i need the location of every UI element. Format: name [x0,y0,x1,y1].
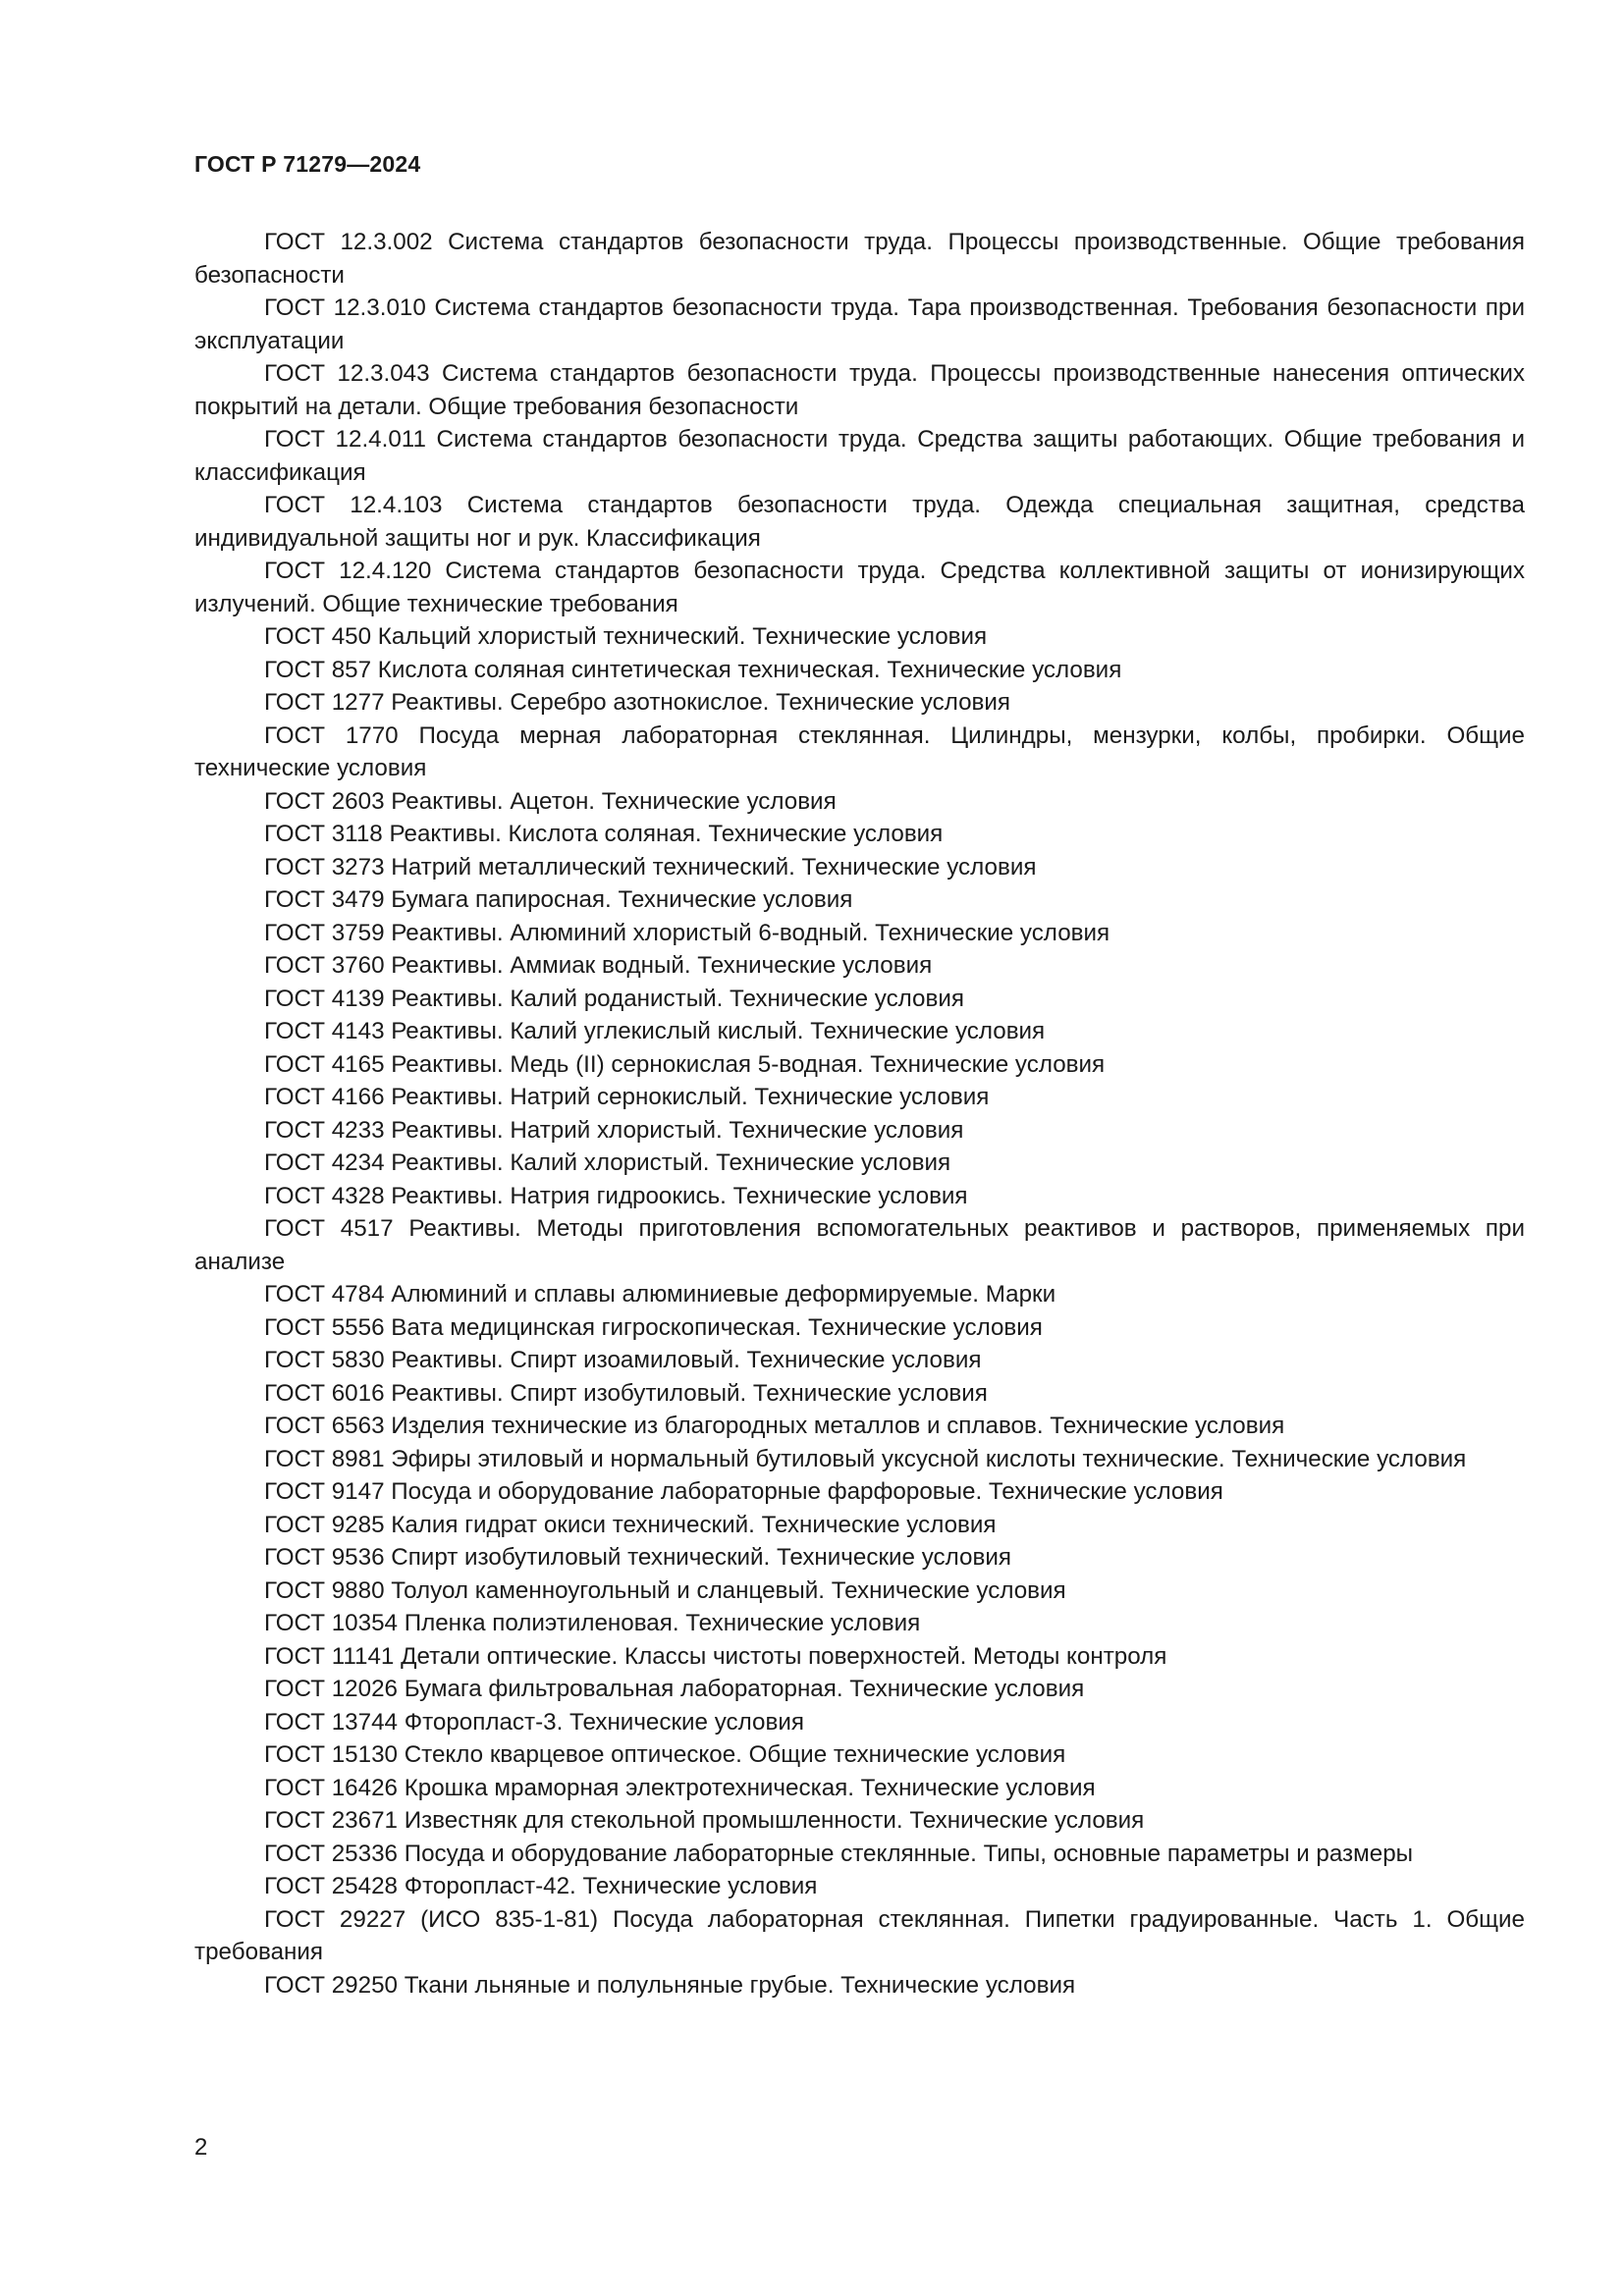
reference-item: ГОСТ 6563 Изделия технические из благородных металлов и сплавов. Технические условия [264,1413,1285,1439]
reference-item: ГОСТ 4166 Реактивы. Натрий сернокислый. Технические условия [264,1084,990,1110]
reference-item: ГОСТ 1277 Реактивы. Серебро азотнокислое. Технические условия [264,689,1011,716]
reference-item: ГОСТ 3760 Реактивы. Аммиак водный. Технические условия [264,952,933,979]
reference-item: ГОСТ 9880 Толуол каменноугольный и сланцевый. Технические условия [264,1576,1066,1604]
reference-item: ГОСТ 6016 Реактивы. Спирт изобутиловый. Технические условия [264,1379,988,1407]
reference-item: ГОСТ 4784 Алюминий и сплавы алюминиевые деформируемые. Марки [264,1281,1056,1308]
reference-item: ГОСТ 12.4.120 Система стандартов безопасности труда. Средства коллективной защиты от ионизирующих излучений. Общие технические требования [194,558,1525,617]
reference-item: ГОСТ 16426 Крошка мраморная электротехническая. Технические условия [264,1774,1096,1801]
reference-item: ГОСТ 23671 Известняк для стекольной промышленности. Технические условия [264,1807,1145,1834]
reference-item: ГОСТ 29227 (ИСО 835-1-81) Посуда лабораторная стеклянная. Пипетки градуированные. Часть 1. Общие требования [194,1905,1525,1965]
reference-item: ГОСТ 3273 Натрий металлический технический. Технические условия [264,853,1037,881]
reference-item: ГОСТ 13744 Фторопласт-3. Технические условия [264,1708,804,1735]
reference-item: ГОСТ 8981 Эфиры этиловый и нормальный бутиловый уксусной кислоты технические. Технические условия [264,1445,1467,1472]
reference-item: ГОСТ 450 Кальций хлористый технический. Технические условия [264,623,988,650]
reference-item: ГОСТ 12.3.043 Система стандартов безопасности труда. Процессы производственные нанесения оптических покрытий на детали. Общие требования безопасности [194,360,1525,420]
reference-item: ГОСТ 4165 Реактивы. Медь (II) сернокислая 5-водная. Технические условия [264,1050,1106,1078]
reference-item: ГОСТ 11141 Детали оптические. Классы чистоты поверхностей. Методы контроля [264,1642,1167,1670]
reference-item: ГОСТ 12026 Бумага фильтровальная лабораторная. Технические условия [264,1676,1085,1702]
reference-item: ГОСТ 12.4.103 Система стандартов безопасности труда. Одежда специальная защитная, средства индивидуальной защиты ног и рук. Классификация [194,492,1525,552]
reference-item: ГОСТ 25336 Посуда и оборудование лабораторные стеклянные. Типы, основные параметры и размеры [264,1840,1414,1867]
reference-item: ГОСТ 4233 Реактивы. Натрий хлористый. Технические условия [264,1116,964,1144]
reference-item: ГОСТ 15130 Стекло кварцевое оптическое. Общие технические условия [264,1741,1066,1768]
reference-item: ГОСТ 3759 Реактивы. Алюминий хлористый 6-водный. Технические условия [264,919,1110,946]
reference-item: ГОСТ 3118 Реактивы. Кислота соляная. Технические условия [264,821,944,847]
reference-item: ГОСТ 12.3.010 Система стандартов безопасности труда. Тара производственная. Требования безопасности при эксплуатации [194,294,1525,354]
reference-item: ГОСТ 4234 Реактивы. Калий хлористый. Технические условия [264,1149,951,1176]
reference-item: ГОСТ 4143 Реактивы. Калий углекислый кислый. Технические условия [264,1018,1046,1044]
reference-item: ГОСТ 5556 Вата медицинская гигроскопическая. Технические условия [264,1313,1043,1341]
reference-item: ГОСТ 4517 Реактивы. Методы приготовления вспомогательных реактивов и растворов, применяемых при анализе [194,1215,1525,1275]
reference-item: ГОСТ 25428 Фторопласт-42. Технические условия [264,1873,818,1899]
reference-item: ГОСТ 9147 Посуда и оборудование лабораторные фарфоровые. Технические условия [264,1478,1223,1505]
reference-item: ГОСТ 12.3.002 Система стандартов безопасности труда. Процессы производственные. Общие требования безопасности [194,229,1525,289]
reference-item: ГОСТ 12.4.011 Система стандартов безопасности труда. Средства защиты работающих. Общие требования и классификация [194,426,1525,486]
reference-item: ГОСТ 3479 Бумага папиросная. Технические условия [264,886,853,913]
reference-item: ГОСТ 9536 Спирт изобутиловый технический. Технические условия [264,1544,1011,1571]
reference-item: ГОСТ 4139 Реактивы. Калий роданистый. Технические условия [264,985,964,1012]
document-header: ГОСТ Р 71279—2024 [194,151,421,177]
reference-item: ГОСТ 9285 Калия гидрат окиси технический. Технические условия [264,1511,997,1538]
reference-item: ГОСТ 29250 Ткани льняные и полульняные грубые. Технические условия [264,1971,1076,1999]
reference-item: ГОСТ 4328 Реактивы. Натрия гидроокись. Технические условия [264,1182,968,1209]
reference-item: ГОСТ 1770 Посуда мерная лабораторная стеклянная. Цилиндры, мензурки, колбы, пробирки. Общие технические условия [194,721,1525,781]
reference-item: ГОСТ 10354 Пленка полиэтиленовая. Технические условия [264,1610,921,1636]
page-number: 2 [194,2134,208,2161]
normative-references-list [194,226,1525,2002]
reference-item: ГОСТ 5830 Реактивы. Спирт изоамиловый. Технические условия [264,1347,982,1373]
reference-item: ГОСТ 2603 Реактивы. Ацетон. Технические условия [264,787,837,815]
reference-item: ГОСТ 857 Кислота соляная синтетическая техническая. Технические условия [264,656,1122,683]
